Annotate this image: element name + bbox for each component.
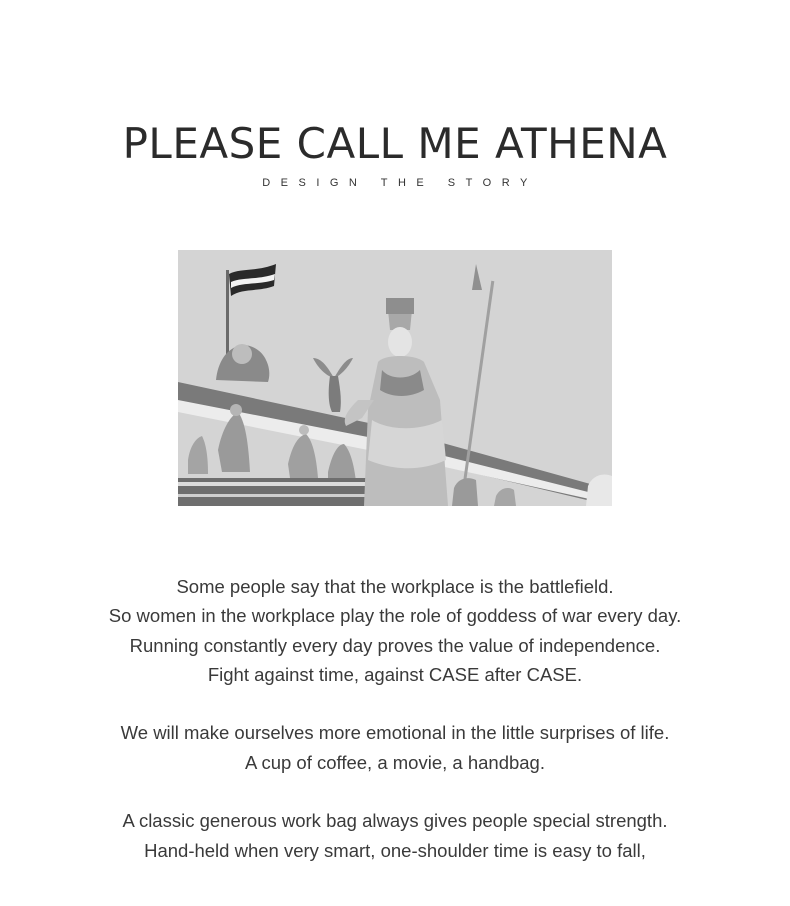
- paragraph-3: [0, 806, 790, 865]
- text-line: Some people say that the workplace is the battlefield.: [176, 576, 614, 597]
- story-text: [0, 572, 790, 894]
- athena-statue-image: [178, 250, 612, 506]
- page-subtitle: DESIGN THE STORY: [262, 177, 538, 189]
- text-line: Running constantly every day proves the value of independence.: [129, 634, 661, 656]
- paragraph-2: [0, 718, 790, 777]
- text-line: Fight against time, against CASE after CASE.: [207, 663, 583, 685]
- page-title: PLEASE CALL ME ATHENA: [122, 119, 668, 168]
- text-line: We will make ourselves more emotional in the little surprises of life.: [120, 722, 670, 744]
- text-line: So women in the workplace play the role of goddess of war every day.: [108, 605, 682, 627]
- text-line: A cup of coffee, a movie, a handbag.: [245, 751, 545, 773]
- paragraph-1: [0, 572, 790, 689]
- text-line: Hand-held when very smart, one-shoulder time is easy to fall,: [144, 839, 646, 861]
- text-line: A classic generous work bag always gives people special strength.: [122, 810, 668, 832]
